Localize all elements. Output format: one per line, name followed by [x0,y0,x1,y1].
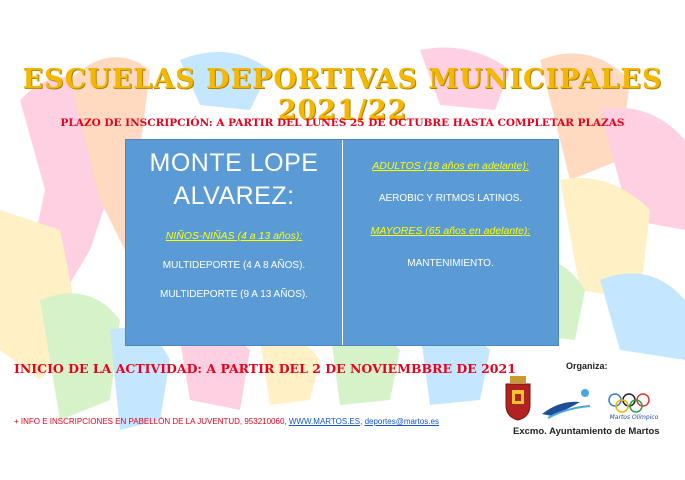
venue-name-line2: ALVAREZ: [173,182,295,210]
adults-group-heading: ADULTOS (18 años en adelante): [372,160,529,172]
seniors-activity: MANTENIMIENTO. [407,258,494,269]
town-crest-icon [503,375,533,421]
organizer-label: Organiza: [566,361,608,371]
venue-column [126,140,342,300]
children-activity-2: MULTIDEPORTE (9 A 13 AÑOS). [159,289,308,300]
website-link[interactable]: WWW.MARTOS.ES [288,417,361,426]
info-separator: , [360,417,365,426]
sports-swoosh-logo-icon [540,386,596,420]
city-council-label: Excmo. Ayuntamiento de Martos [513,426,660,437]
seniors-group-heading: MAYORES (65 años en adelante): [370,225,531,237]
venue-name [126,147,342,213]
martos-olympic-logo [603,388,665,422]
email-link[interactable]: deportes@martos.es [364,417,439,426]
registration-deadline: PLAZO DE INSCRIPCIÓN: A PARTIR DEL LUNES 25 DE OCTUBRE HASTA COMPLETAR PLAZAS [60,117,625,129]
children-activity-1: MULTIDEPORTE (4 A 8 AÑOS). [162,260,306,271]
olympic-logo-text: Martos Olímpico [609,414,659,421]
adults-column [343,140,558,269]
activities-panel [125,139,559,346]
info-line [14,417,439,426]
children-group-heading: NIÑOS-NIÑAS (4 a 13 años): [165,230,303,242]
activity-start-notice: INICIO DE LA ACTIVIDAD: A PARTIR DEL 2 DE NOVIEMBBRE DE 2021 [14,361,516,376]
venue-name-line1: MONTE LOPE [149,149,319,177]
info-text: + INFO E INSCRIPCIONES EN PABELLÓN DE LA JUVENTUD, 953210060, [14,417,289,426]
poster-title: ESCUELAS DEPORTIVAS MUNICIPALES 2021/22 [22,64,663,126]
adults-activity: AEROBIC Y RITMOS LATINOS. [378,193,523,204]
